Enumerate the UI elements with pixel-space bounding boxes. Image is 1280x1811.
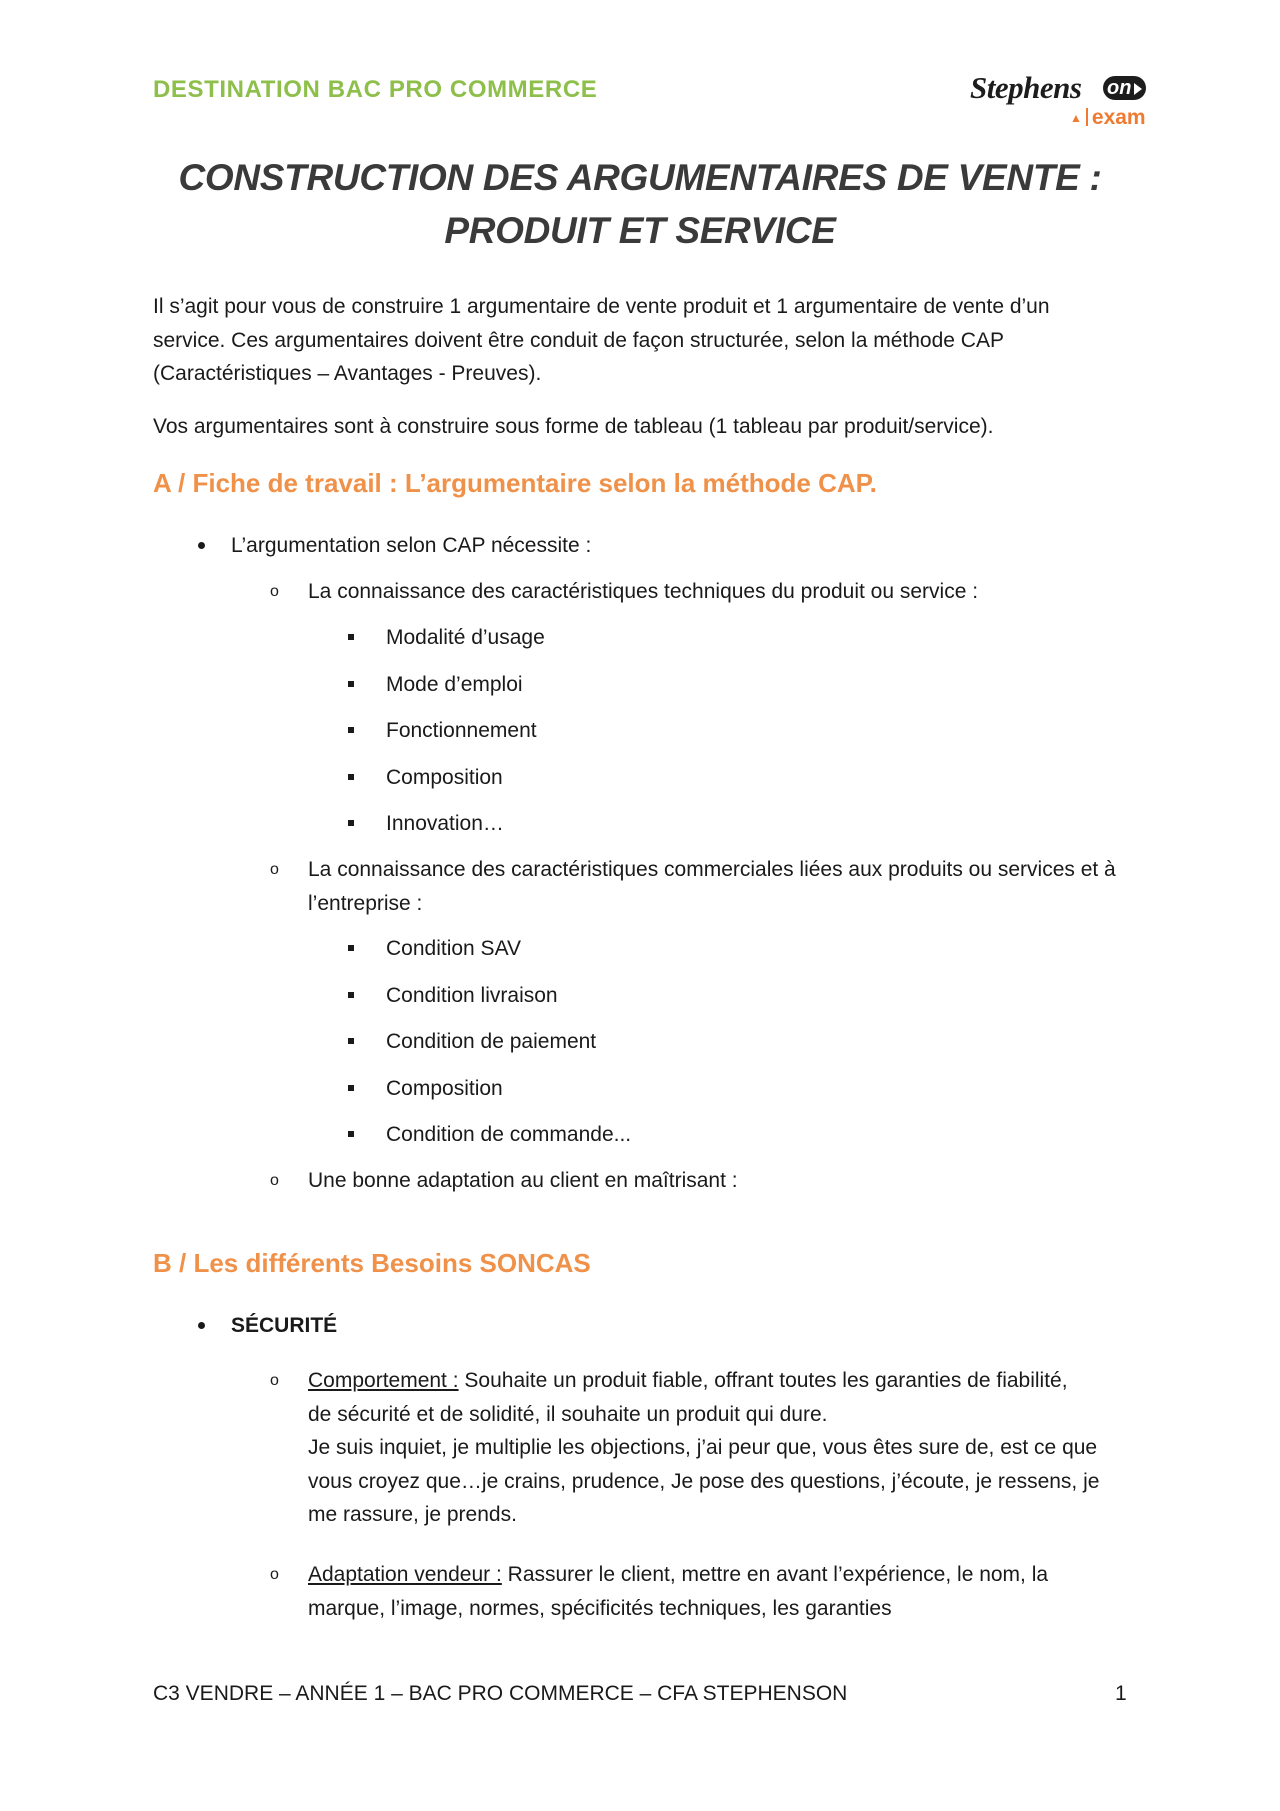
adaptation-label: Adaptation vendeur : (308, 1563, 502, 1586)
logo-on-badge (1103, 76, 1146, 100)
bullet-square-icon (348, 1131, 354, 1137)
logo-sub (1070, 106, 1146, 130)
adaptation-line-2: marque, l’image, normes, spécificités techniques, les garanties (308, 1596, 892, 1620)
comportement-line-3: Je suis inquiet, je multiplie les objections, j’ai peur que, vous êtes sure de, est ce que (308, 1436, 1098, 1459)
comportement-line-2: de sécurité et de solidité, il souhaite un produit qui dure. (308, 1402, 828, 1426)
list-item-adaptation-vendeur (308, 1558, 1138, 1625)
logo-divider (1086, 108, 1088, 126)
logo-sub-text: exam (1091, 106, 1146, 129)
comportement-line-4: vous croyez que…je crains, prudence, Je pose des questions, j’écoute, je ressens, je (308, 1469, 1100, 1493)
list-item-adaptation: Une bonne adaptation au client en maîtrisant : (308, 1169, 738, 1192)
bullet-circle-icon: o (270, 1566, 279, 1583)
stephenson-exam-logo (970, 70, 1155, 130)
page-title-line-1: CONSTRUCTION DES ARGUMENTAIRES DE VENTE : (178, 157, 1102, 198)
list-item-technical: La connaissance des caractéristiques techniques du produit ou service : (308, 580, 979, 603)
list-item: Composition (386, 1077, 503, 1100)
bullet-square-icon (348, 727, 354, 733)
list-item: Fonctionnement (386, 719, 537, 742)
adaptation-text: Rassurer le client, mettre en avant l’expérience, le nom, la (501, 1563, 1049, 1586)
intro-line-3: (Caractéristiques – Avantages - Preuves). (153, 362, 542, 385)
graduation-cap-icon: ▲ (1070, 111, 1082, 125)
bullet-square-icon (348, 820, 354, 826)
list-item-securite: SÉCURITÉ (231, 1314, 338, 1337)
bullet-square-icon (348, 992, 354, 998)
list-item: Modalité d’usage (386, 626, 545, 649)
intro-line-2: service. Ces argumentaires doivent être conduit de façon structurée, selon la méthode CAP (153, 328, 1004, 352)
bullet-square-icon (348, 1085, 354, 1091)
bullet-square-icon (348, 774, 354, 780)
bullet-dot-icon (198, 542, 205, 549)
page-title-line-2: PRODUIT ET SERVICE (444, 210, 836, 251)
page-footer: C3 VENDRE – ANNÉE 1 – BAC PRO COMMERCE – CFA STEPHENSON (153, 1682, 848, 1705)
comportement-line-1 (308, 1364, 1138, 1398)
play-icon (1134, 83, 1142, 95)
bullet-circle-icon: o (270, 583, 279, 600)
page-number: 1 (1115, 1682, 1127, 1705)
bullet-dot-icon (198, 1322, 205, 1329)
logo-on-text: on (1107, 77, 1132, 99)
list-item: Condition SAV (386, 937, 522, 960)
bullet-circle-icon: o (270, 1172, 279, 1189)
section-b-heading: B / Les différents Besoins SONCAS (153, 1248, 591, 1278)
list-item: Condition livraison (386, 984, 558, 1007)
list-item: Condition de paiement (386, 1030, 597, 1053)
bullet-square-icon (348, 681, 354, 687)
intro-paragraph (153, 290, 1133, 391)
section-a-heading: A / Fiche de travail : L’argumentaire selon la méthode CAP. (153, 468, 877, 498)
comportement-line-5: me rassure, je prends. (308, 1503, 517, 1526)
comportement-label: Comportement : (308, 1369, 459, 1392)
list-item: Composition (386, 766, 503, 789)
bullet-circle-icon: o (270, 861, 279, 878)
comportement-text: Souhaite un produit fiable, offrant toutes les garanties de fiabilité, (458, 1369, 1068, 1392)
list-item: Condition de commande... (386, 1123, 632, 1146)
bullet-square-icon (348, 634, 354, 640)
bullet-square-icon (348, 1038, 354, 1044)
intro-paragraph-2: Vos argumentaires sont à construire sous forme de tableau (1 tableau par produit/service). (153, 415, 994, 438)
list-item-cap-need: L’argumentation selon CAP nécessite : (231, 534, 592, 557)
list-item-commercial-line-1: La connaissance des caractéristiques commerciales liées aux produits ou services et à (308, 858, 1116, 881)
bullet-square-icon (348, 945, 354, 951)
list-item-commercial (308, 853, 1116, 920)
header-title: DESTINATION BAC PRO COMMERCE (153, 76, 598, 103)
bullet-circle-icon: o (270, 1372, 279, 1389)
list-item: Mode d’emploi (386, 673, 523, 696)
intro-line-1: Il s’agit pour vous de construire 1 argumentaire de vente produit et 1 argumentaire de vente d’un (153, 295, 1050, 318)
adaptation-line-1 (308, 1558, 1138, 1592)
logo-brand-text: Stephens (970, 70, 1082, 105)
list-item: Innovation… (386, 812, 504, 835)
list-item-commercial-line-2: l’entreprise : (308, 891, 423, 915)
list-item-comportement (308, 1364, 1138, 1532)
